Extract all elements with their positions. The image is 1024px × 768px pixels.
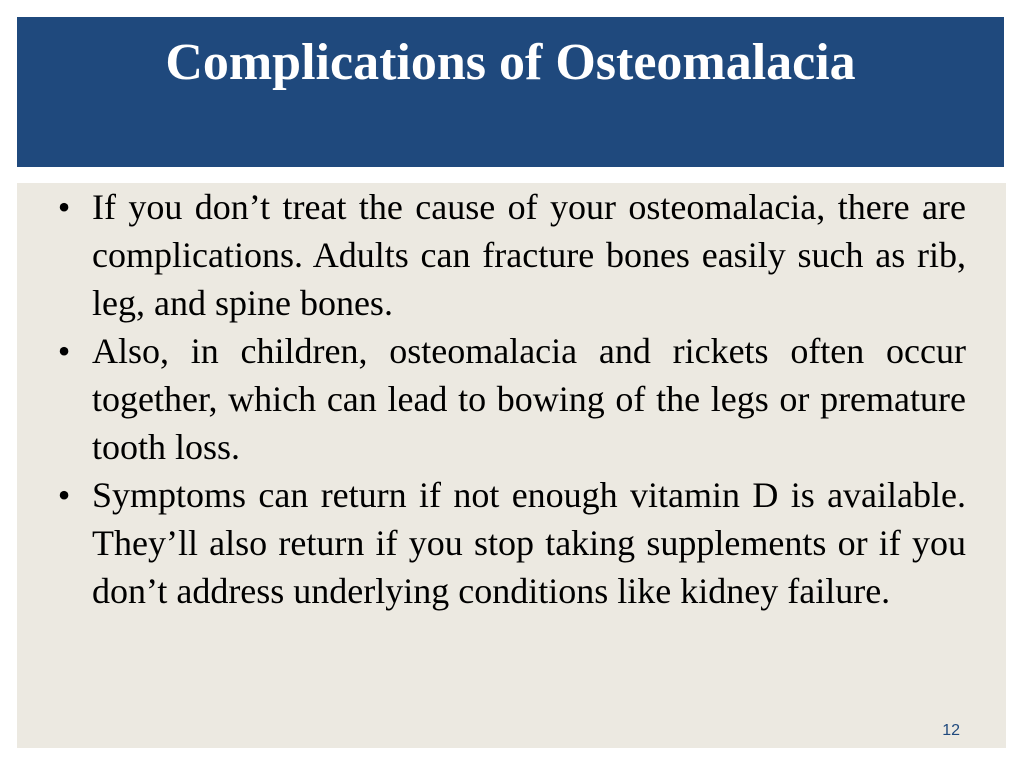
page-number: 12: [942, 722, 960, 739]
content-panel: [17, 183, 1006, 748]
title-banner: [17, 17, 1004, 167]
bullet-marker: •: [57, 331, 71, 371]
slide-title: Complications of Osteomalacia: [165, 34, 856, 91]
bullet-item: [54, 183, 966, 327]
bullet-marker: •: [57, 475, 71, 515]
bullet-text: Symptoms can return if not enough vitamin D is available. They’ll also return if you stop taking supplements or if you don’t address underlying conditions like kidney failure.: [92, 475, 966, 611]
bullet-item: [54, 471, 966, 615]
bullet-item: [54, 327, 966, 471]
bullet-text: Also, in children, osteomalacia and rickets often occur together, which can lead to bowing of the legs or premature tooth loss.: [92, 331, 966, 467]
bullet-marker: •: [57, 187, 71, 227]
bullet-text: If you don’t treat the cause of your osteomalacia, there are complications. Adults can fracture bones easily such as rib, leg, and spine bones.: [92, 187, 966, 323]
bullet-list: [54, 183, 966, 615]
